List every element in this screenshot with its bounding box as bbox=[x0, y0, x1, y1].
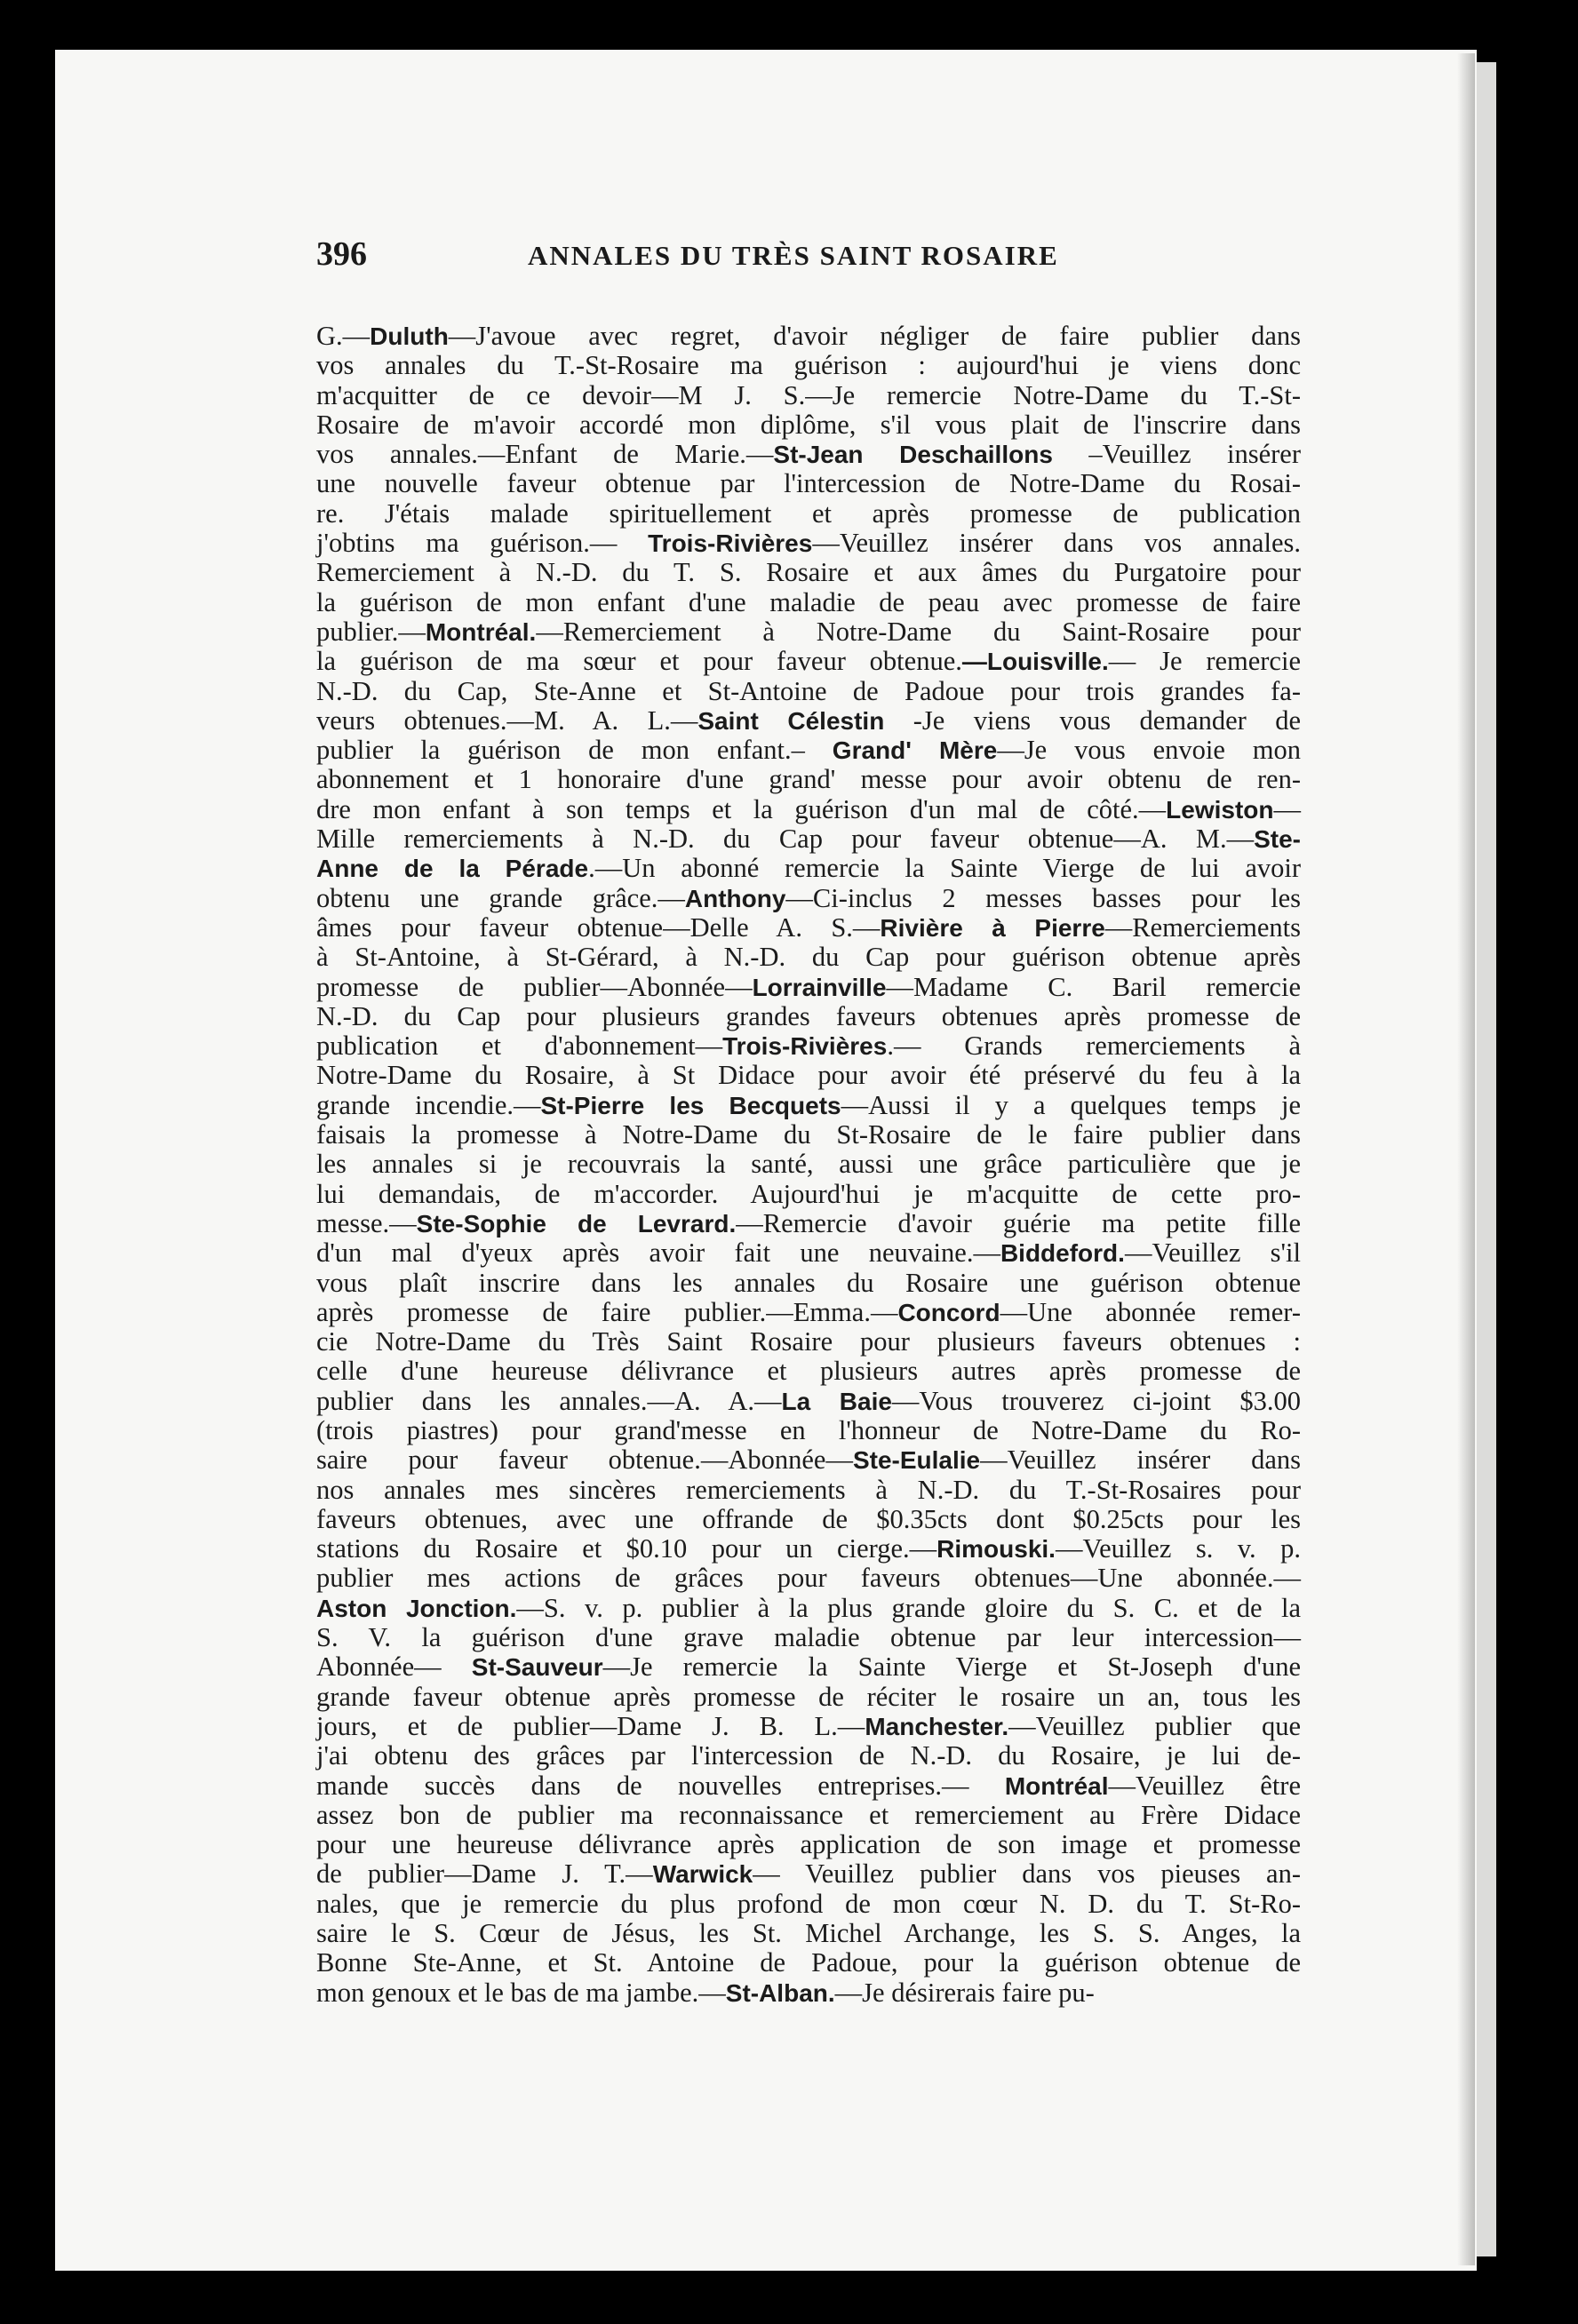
text-segment: saire pour faveur obtenue.—Abonnée— bbox=[316, 1445, 853, 1476]
page-number: 396 bbox=[316, 235, 367, 273]
place-name: Concord bbox=[897, 1298, 1000, 1326]
text-segment: saire le S. Cœur de Jésus, les St. Michel Archange, les S. S. Anges, la bbox=[316, 1918, 1301, 1949]
text-segment: messe.— bbox=[316, 1207, 417, 1238]
text-segment: publier mes actions de grâces pour faveurs obtenues—Une abonnée.— bbox=[316, 1563, 1301, 1594]
text-segment: —Je remercie la Sainte Vierge et St-Joseph d'une bbox=[602, 1651, 1301, 1683]
text-line bbox=[316, 1741, 1301, 1771]
text-segment: à St-Antoine, à St-Gérard, à N.-D. du Cap pour guérison obtenue après bbox=[316, 942, 1301, 973]
place-name: Grand' Mère bbox=[832, 736, 998, 765]
place-name: Aston Jonction. bbox=[316, 1594, 517, 1622]
text-line bbox=[316, 913, 1301, 943]
text-line bbox=[316, 973, 1301, 1002]
text-segment: grande faveur obtenue après promesse de réciter le rosaire un an, tous les bbox=[316, 1681, 1301, 1712]
text-segment: vos annales du T.-St-Rosaire ma guérison : aujourd'hui je viens donc bbox=[316, 350, 1301, 381]
text-line bbox=[316, 677, 1301, 706]
text-segment: —Ci-inclus 2 messes basses pour les bbox=[785, 882, 1301, 913]
text-segment: (trois piastres) pour grand'messe en l'honneur de Notre-Dame du Ro- bbox=[316, 1414, 1301, 1445]
text-line bbox=[316, 647, 1301, 676]
text-segment: —Aussi il y a quelques temps je bbox=[841, 1089, 1301, 1120]
text-line bbox=[316, 1919, 1301, 1948]
place-name: Ste- bbox=[1254, 825, 1301, 854]
text-segment: .—Un abonné remercie la Sainte Vierge de lui avoir bbox=[588, 853, 1301, 884]
text-line bbox=[316, 943, 1301, 972]
text-line bbox=[316, 351, 1301, 380]
place-name: Montréal. bbox=[425, 617, 537, 646]
text-segment: pour une heureuse délivrance après application de son image et promesse bbox=[316, 1829, 1301, 1860]
place-name: St-Jean Deschaillons bbox=[773, 441, 1053, 469]
text-segment: — bbox=[1273, 793, 1301, 824]
text-segment: —Remerciement à Notre-Dame du Saint-Rosaire pour bbox=[536, 616, 1301, 647]
text-segment: j'ai obtenu des grâces par l'intercession de N.-D. du Rosaire, je lui de- bbox=[316, 1740, 1301, 1771]
text-line bbox=[316, 1623, 1301, 1652]
text-segment: la guérison de ma sœur et pour faveur obtenue. bbox=[316, 646, 962, 677]
text-segment: publier.— bbox=[316, 616, 426, 647]
text-segment: -Je viens vous demander de bbox=[884, 704, 1302, 736]
text-segment: une nouvelle faveur obtenue par l'intercession de Notre-Dame du Rosai- bbox=[316, 468, 1301, 499]
text-segment: —J'avoue avec regret, d'avoir négliger de faire publier dans bbox=[448, 321, 1301, 351]
text-segment: — Je remercie bbox=[1108, 646, 1301, 677]
text-segment: publier la guérison de mon enfant.– bbox=[316, 735, 833, 766]
text-segment: — Veuillez publier dans vos pieuses an- bbox=[753, 1858, 1301, 1890]
text-segment: –Veuillez insérer bbox=[1052, 439, 1301, 470]
text-segment: N.-D. du Cap, Ste-Anne et St-Antoine de Padoue pour trois grandes fa- bbox=[316, 675, 1301, 706]
text-segment: —Veuillez s. v. p. bbox=[1055, 1533, 1301, 1564]
text-segment: —Remercie d'avoir guérie ma petite fille bbox=[736, 1207, 1301, 1238]
text-line bbox=[316, 1269, 1301, 1298]
text-segment: grande incendie.— bbox=[316, 1089, 541, 1120]
text-line bbox=[316, 1505, 1301, 1534]
text-line bbox=[316, 1209, 1301, 1238]
text-line bbox=[316, 381, 1301, 410]
text-line bbox=[316, 469, 1301, 498]
text-segment: Notre-Dame du Rosaire, à St Didace pour avoir été préservé du feu à la bbox=[316, 1060, 1301, 1091]
text-segment: mon genoux et le bas de ma jambe.— bbox=[316, 1977, 726, 2008]
text-segment: d'un mal d'yeux après avoir fait une neuvaine.— bbox=[316, 1238, 1000, 1269]
text-segment: lui demandais, de m'accorder. Aujourd'hui je m'acquitte de cette pro- bbox=[316, 1178, 1301, 1209]
text-line bbox=[316, 1180, 1301, 1209]
text-segment: S. V. la guérison d'une grave maladie obtenue par leur intercession— bbox=[316, 1622, 1301, 1653]
text-segment: —Veuillez insérer dans bbox=[980, 1445, 1301, 1476]
text-segment: vos annales.—Enfant de Marie.— bbox=[316, 439, 774, 470]
text-segment: N.-D. du Cap pour plusieurs grandes faveurs obtenues après promesse de bbox=[316, 1000, 1301, 1031]
text-line bbox=[316, 1238, 1301, 1268]
text-segment: Mille remerciements à N.-D. du Cap pour faveur obtenue—A. M.— bbox=[316, 824, 1255, 855]
text-segment: G.— bbox=[316, 321, 371, 351]
text-line bbox=[316, 1357, 1301, 1386]
text-line bbox=[316, 1830, 1301, 1859]
text-line bbox=[316, 1445, 1301, 1475]
text-segment: —Veuillez être bbox=[1108, 1770, 1301, 1801]
text-segment: faveurs obtenues, avec une offrande de $0.35cts dont $0.25cts pour les bbox=[316, 1503, 1301, 1534]
text-line bbox=[316, 617, 1301, 647]
text-segment: vous plaît inscrire dans les annales du Rosaire une guérison obtenue bbox=[316, 1267, 1301, 1298]
place-name: Anthony bbox=[684, 884, 786, 912]
place-name: Trois-Rivières bbox=[648, 529, 813, 558]
next-page-edge bbox=[1477, 62, 1496, 2256]
text-line bbox=[316, 1327, 1301, 1357]
place-name: Lewiston bbox=[1166, 795, 1274, 824]
place-name: Anne de la Pérade bbox=[316, 855, 589, 883]
text-line bbox=[316, 1771, 1301, 1801]
text-line bbox=[316, 1150, 1301, 1179]
place-name: Rimouski. bbox=[936, 1535, 1056, 1564]
text-line bbox=[316, 410, 1301, 440]
text-line bbox=[316, 1683, 1301, 1712]
text-segment: —Remerciements bbox=[1104, 911, 1301, 943]
text-segment: promesse de publier—Abonnée— bbox=[316, 971, 753, 1002]
text-line bbox=[316, 765, 1301, 794]
page-gutter-shadow bbox=[1457, 53, 1475, 2265]
text-line bbox=[316, 1091, 1301, 1120]
text-segment: assez bon de publier ma reconnaissance et remerciement au Frère Didace bbox=[316, 1799, 1301, 1830]
text-line bbox=[316, 1564, 1301, 1593]
text-line bbox=[316, 1594, 1301, 1623]
text-segment: Abonnée— bbox=[316, 1651, 472, 1683]
text-segment: Remerciement à N.-D. du T. S. Rosaire et aux âmes du Purgatoire pour bbox=[316, 557, 1301, 588]
text-segment: —Je désirerais faire pu- bbox=[834, 1977, 1095, 2008]
place-name: Lorrainville bbox=[752, 973, 887, 1001]
text-line bbox=[316, 1652, 1301, 1682]
text-segment: celle d'une heureuse délivrance et plusieurs autres après promesse de bbox=[316, 1356, 1301, 1387]
place-name: Montréal bbox=[1004, 1771, 1109, 1800]
text-segment: abonnement et 1 honoraire d'une grand' messe pour avoir obtenu de ren- bbox=[316, 764, 1301, 795]
text-segment: .— Grands remerciements à bbox=[887, 1031, 1301, 1062]
text-segment: obtenu une grande grâce.— bbox=[316, 882, 685, 913]
text-line bbox=[316, 499, 1301, 529]
text-segment: veurs obtenues.—M. A. L.— bbox=[316, 704, 698, 736]
text-line bbox=[316, 736, 1301, 765]
text-segment: les annales si je recouvrais la santé, aussi une grâce particulière que je bbox=[316, 1149, 1301, 1180]
text-segment: re. J'étais malade spirituellement et après promesse de publication bbox=[316, 497, 1301, 529]
place-name: Saint Célestin bbox=[697, 706, 885, 735]
text-segment: nales, que je remercie du plus profond de mon cœur N. D. du T. St-Ro- bbox=[316, 1888, 1301, 1919]
text-segment: —Madame C. Baril remercie bbox=[886, 971, 1301, 1002]
text-line bbox=[316, 558, 1301, 587]
text-line bbox=[316, 1416, 1301, 1445]
text-line bbox=[316, 1890, 1301, 1919]
text-segment: publication et d'abonnement— bbox=[316, 1031, 723, 1062]
place-name: —Louisville. bbox=[961, 648, 1109, 676]
place-name: St-Alban. bbox=[725, 1978, 835, 2007]
text-segment: m'acquitter de ce devoir—M J. S.—Je remercie Notre-Dame du T.-St- bbox=[316, 379, 1301, 410]
place-name: Rivière à Pierre bbox=[880, 913, 1105, 942]
place-name: Manchester. bbox=[865, 1712, 1009, 1740]
text-segment: après promesse de faire publier.—Emma.— bbox=[316, 1296, 898, 1327]
text-line bbox=[316, 824, 1301, 854]
text-line bbox=[316, 1120, 1301, 1150]
text-line bbox=[316, 1031, 1301, 1061]
text-line bbox=[316, 1859, 1301, 1889]
text-segment: mande succès dans de nouvelles entreprises.— bbox=[316, 1770, 1005, 1801]
text-line bbox=[316, 1948, 1301, 1978]
text-line bbox=[316, 440, 1301, 469]
text-line bbox=[316, 1801, 1301, 1830]
place-name: La Baie bbox=[781, 1387, 892, 1415]
place-name: Biddeford. bbox=[1000, 1239, 1125, 1268]
text-segment: publier dans les annales.—A. A.— bbox=[316, 1385, 782, 1416]
place-name: Ste-Eulalie bbox=[852, 1446, 981, 1475]
text-segment: Bonne Ste-Anne, et St. Antoine de Padoue, pour la guérison obtenue de bbox=[316, 1947, 1301, 1978]
text-segment: —Veuillez publier que bbox=[1008, 1710, 1302, 1741]
text-segment: faisais la promesse à Notre-Dame du St-Rosaire de le faire publier dans bbox=[316, 1119, 1301, 1150]
place-name: Duluth bbox=[370, 322, 449, 350]
place-name: St-Sauveur bbox=[471, 1653, 603, 1682]
place-name: Trois-Rivières bbox=[722, 1032, 888, 1061]
text-segment: nos annales mes sincères remerciements à N.-D. du T.-St-Rosaires pour bbox=[316, 1474, 1301, 1505]
text-segment: —Je vous envoie mon bbox=[997, 735, 1301, 766]
text-segment: âmes pour faveur obtenue—Delle A. S.— bbox=[316, 911, 881, 943]
text-segment: —Une abonnée remer- bbox=[1000, 1296, 1301, 1327]
running-title: ANNALES DU TRÈS SAINT ROSAIRE bbox=[528, 240, 1059, 271]
text-line bbox=[316, 529, 1301, 558]
text-line bbox=[316, 854, 1301, 883]
body-text bbox=[316, 322, 1301, 2008]
text-line bbox=[316, 1061, 1301, 1090]
text-line bbox=[316, 1387, 1301, 1416]
text-segment: la guérison de mon enfant d'une maladie de peau avec promesse de faire bbox=[316, 586, 1301, 617]
text-segment: —Vous trouverez ci-joint $3.00 bbox=[891, 1385, 1301, 1416]
text-line bbox=[316, 1002, 1301, 1031]
text-segment: —S. v. p. publier à la plus grande gloire du S. C. et de la bbox=[516, 1592, 1301, 1623]
page-header bbox=[316, 235, 1303, 288]
text-line bbox=[316, 1534, 1301, 1564]
text-segment: dre mon enfant à son temps et la guérison d'un mal de côté.— bbox=[316, 793, 1167, 824]
text-line bbox=[316, 1978, 1301, 2008]
text-line bbox=[316, 1712, 1301, 1741]
text-segment: de publier—Dame J. T.— bbox=[316, 1858, 653, 1890]
text-line bbox=[316, 1298, 1301, 1327]
text-segment: stations du Rosaire et $0.10 pour un cierge.— bbox=[316, 1533, 937, 1564]
text-segment: Rosaire de m'avoir accordé mon diplôme, s'il vous plait de l'inscrire dans bbox=[316, 409, 1301, 440]
place-name: Ste-Sophie de Levrard. bbox=[416, 1209, 737, 1238]
text-line bbox=[316, 322, 1301, 351]
place-name: St-Pierre les Becquets bbox=[540, 1091, 841, 1119]
text-segment: jours, et de publier—Dame J. B. L.— bbox=[316, 1710, 865, 1741]
text-segment: —Veuillez s'il bbox=[1124, 1238, 1301, 1269]
text-line bbox=[316, 795, 1301, 824]
text-segment: j'obtins ma guérison.— bbox=[316, 528, 649, 559]
text-segment: —Veuillez insérer dans vos annales. bbox=[812, 528, 1301, 559]
text-segment: cie Notre-Dame du Très Saint Rosaire pour plusieurs faveurs obtenues : bbox=[316, 1326, 1301, 1357]
text-line bbox=[316, 588, 1301, 617]
text-line bbox=[316, 884, 1301, 913]
text-line bbox=[316, 1476, 1301, 1505]
place-name: Warwick bbox=[652, 1860, 753, 1889]
text-line bbox=[316, 706, 1301, 736]
